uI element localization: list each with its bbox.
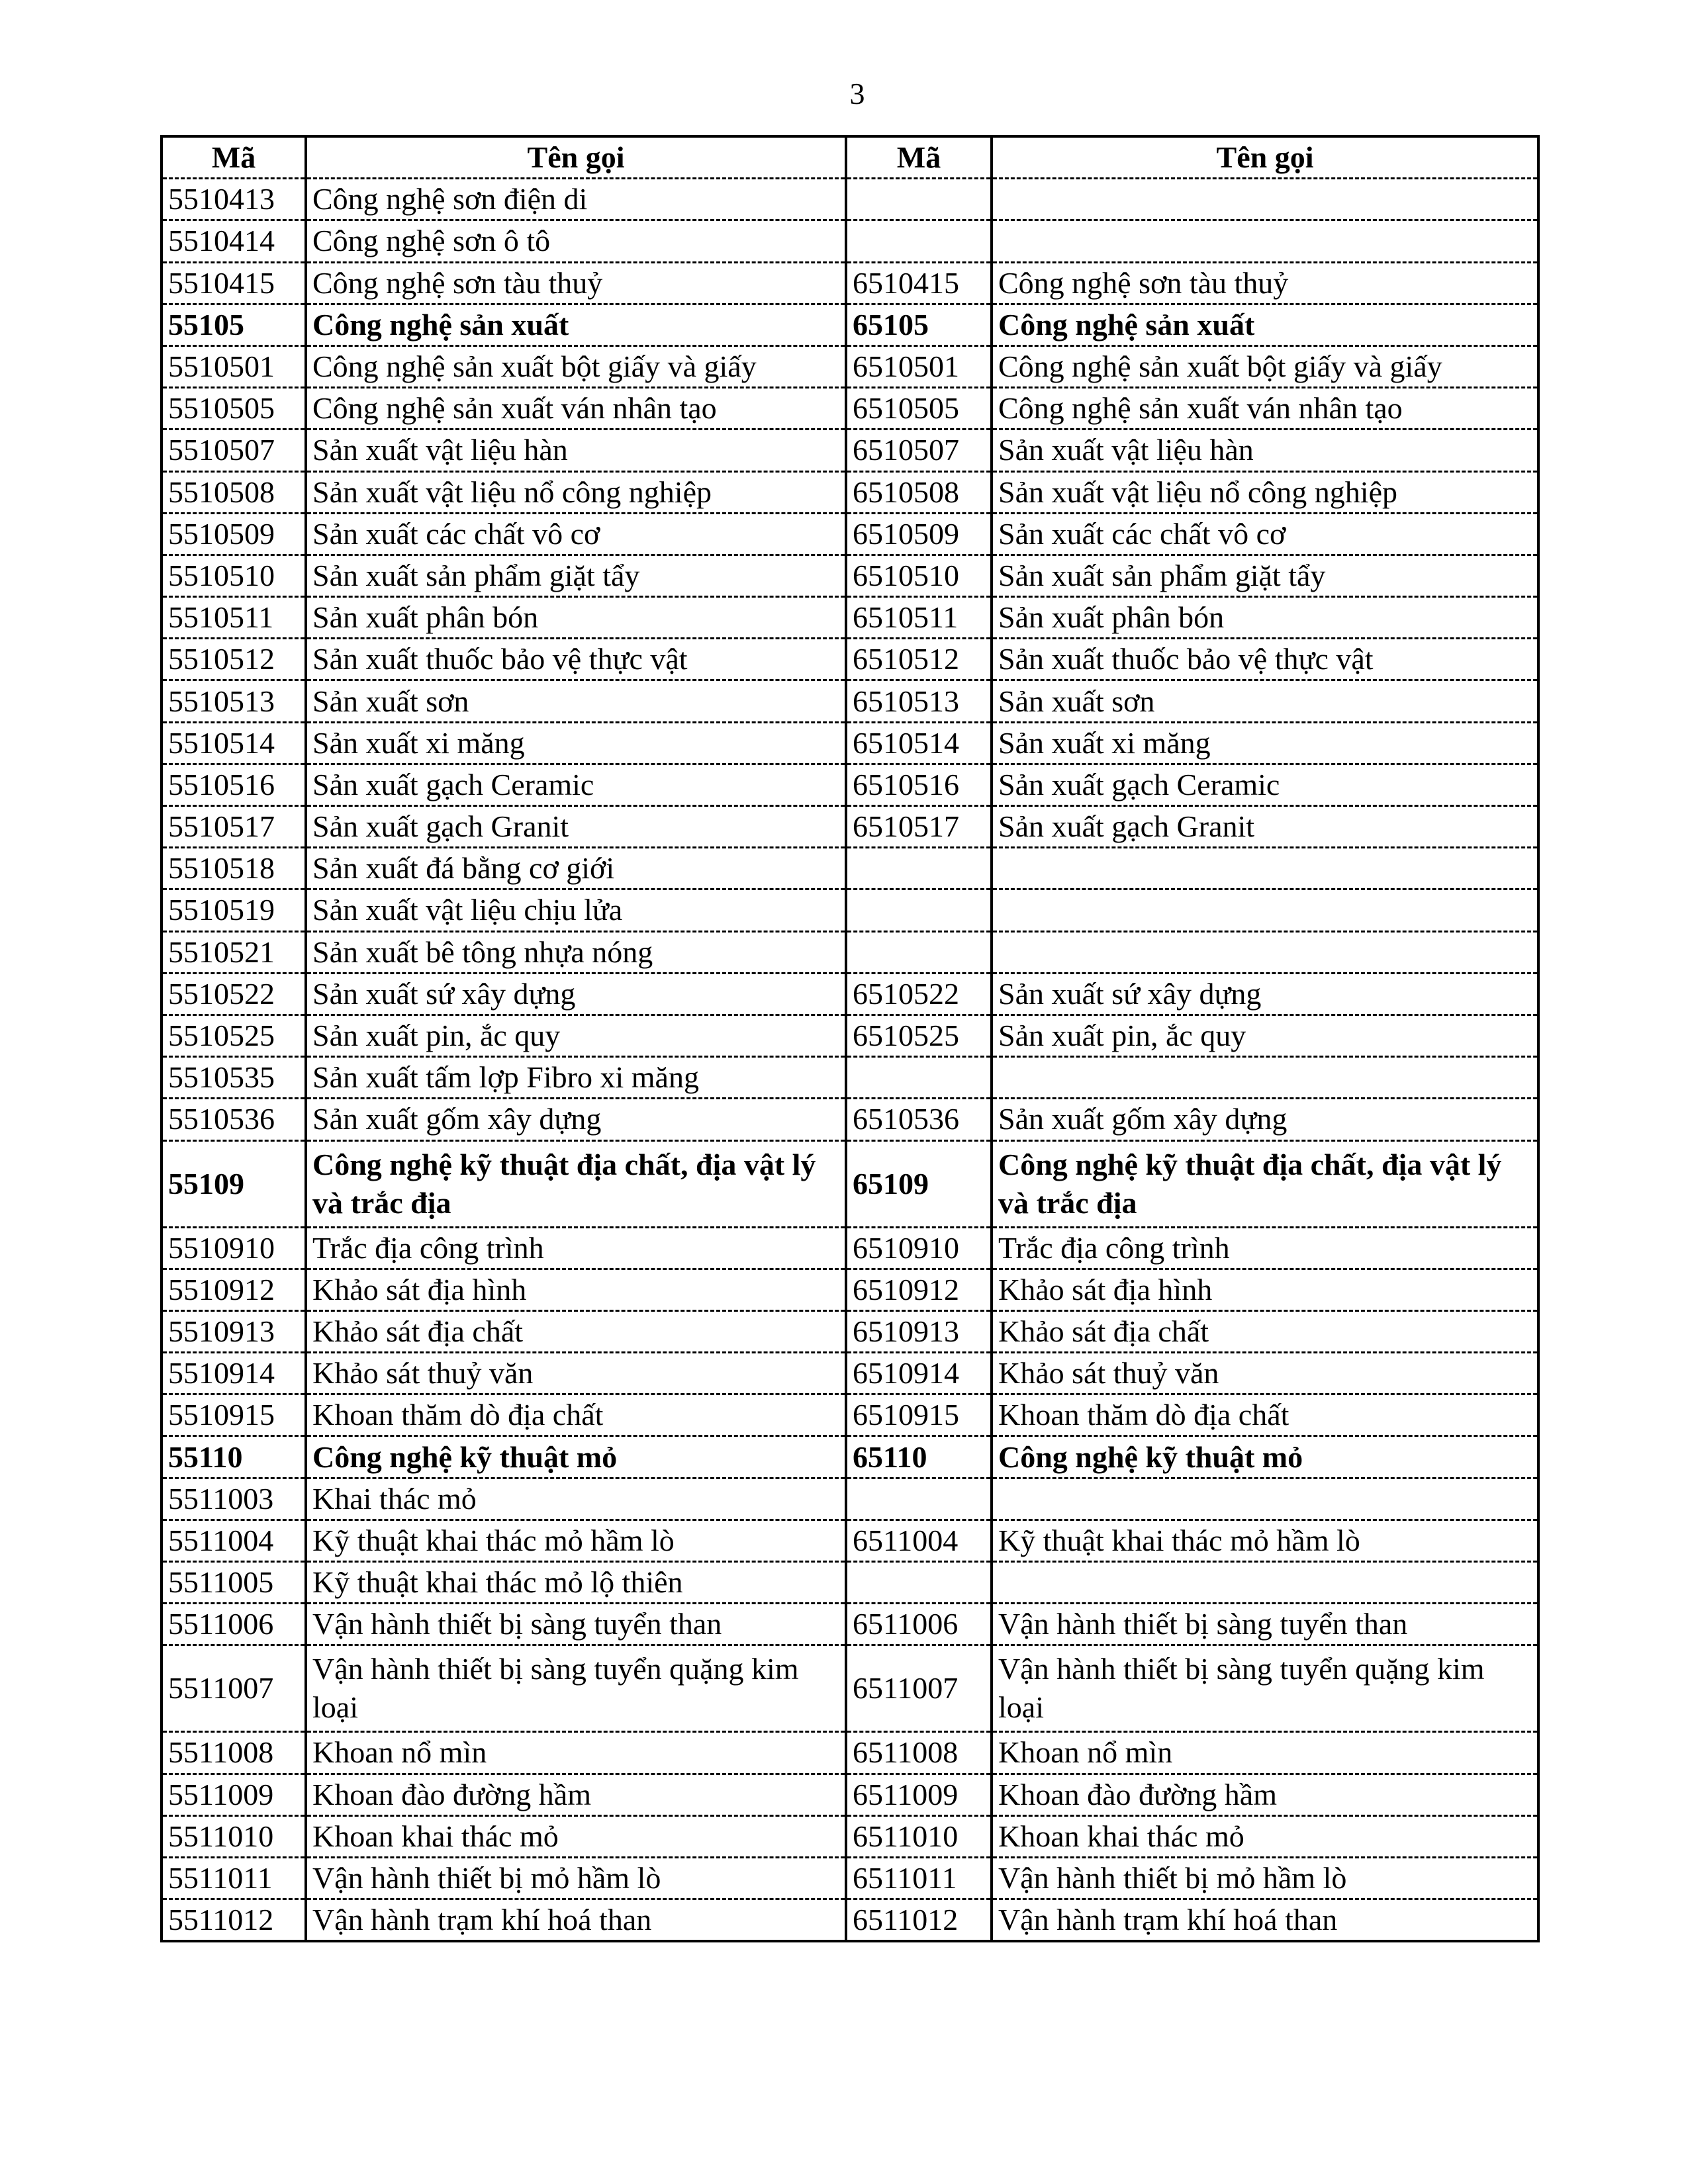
cell-name-right: Công nghệ sản xuất bột giấy và giấy bbox=[992, 345, 1538, 387]
table-row bbox=[162, 1140, 1538, 1227]
cell-name-left: Sản xuất tấm lợp Fibro xi măng bbox=[306, 1057, 846, 1099]
table-row bbox=[162, 1604, 1538, 1645]
table-row bbox=[162, 1436, 1538, 1478]
table-row bbox=[162, 1562, 1538, 1604]
table-row bbox=[162, 430, 1538, 471]
cell-name-left: Khảo sát địa chất bbox=[306, 1310, 846, 1352]
cell-name-right: Sản xuất xi măng bbox=[992, 722, 1538, 764]
cell-name-right: Khảo sát thuỷ văn bbox=[992, 1353, 1538, 1394]
table-row bbox=[162, 1310, 1538, 1352]
cell-code-left: 5510522 bbox=[162, 973, 306, 1015]
cell-name-right: Sản xuất sứ xây dựng bbox=[992, 973, 1538, 1015]
table-row bbox=[162, 722, 1538, 764]
cell-name-right: Khoan nổ mìn bbox=[992, 1732, 1538, 1774]
cell-code-right: 6511007 bbox=[846, 1645, 992, 1732]
cell-name-left: Khảo sát thuỷ văn bbox=[306, 1353, 846, 1394]
cell-name-right: Công nghệ sản xuất bbox=[992, 304, 1538, 345]
occupation-code-table bbox=[160, 135, 1540, 1942]
cell-name-left: Sản xuất vật liệu hàn bbox=[306, 430, 846, 471]
cell-name-left: Sản xuất pin, ắc quy bbox=[306, 1015, 846, 1056]
table-row bbox=[162, 1353, 1538, 1394]
header-name-left: Tên gọi bbox=[306, 136, 846, 179]
cell-name-right: Sản xuất sản phẩm giặt tẩy bbox=[992, 555, 1538, 596]
cell-name-right bbox=[992, 931, 1538, 973]
cell-code-left: 5510514 bbox=[162, 722, 306, 764]
header-code-right: Mã bbox=[846, 136, 992, 179]
cell-code-right bbox=[846, 1478, 992, 1520]
cell-name-left: Trắc địa công trình bbox=[306, 1227, 846, 1269]
cell-name-left: Sản xuất xi măng bbox=[306, 722, 846, 764]
cell-code-left: 5510508 bbox=[162, 471, 306, 513]
cell-code-left: 5510521 bbox=[162, 931, 306, 973]
cell-code-right bbox=[846, 1562, 992, 1604]
cell-code-left: 5511005 bbox=[162, 1562, 306, 1604]
cell-name-right bbox=[992, 179, 1538, 220]
cell-code-right: 6510510 bbox=[846, 555, 992, 596]
cell-code-right bbox=[846, 931, 992, 973]
table-row bbox=[162, 597, 1538, 639]
cell-name-left: Sản xuất gốm xây dựng bbox=[306, 1099, 846, 1140]
cell-code-right: 6510508 bbox=[846, 471, 992, 513]
table-row bbox=[162, 1394, 1538, 1436]
cell-code-left: 5511009 bbox=[162, 1774, 306, 1815]
cell-code-left: 5510910 bbox=[162, 1227, 306, 1269]
cell-name-left: Sản xuất gạch Granit bbox=[306, 806, 846, 848]
table-row bbox=[162, 388, 1538, 430]
cell-name-right: Vận hành thiết bị sàng tuyển quặng kim loại bbox=[992, 1645, 1538, 1732]
cell-name-right bbox=[992, 889, 1538, 931]
cell-name-left: Sản xuất thuốc bảo vệ thực vật bbox=[306, 639, 846, 680]
cell-name-left: Kỹ thuật khai thác mỏ hầm lò bbox=[306, 1520, 846, 1561]
cell-code-left: 5510507 bbox=[162, 430, 306, 471]
cell-code-left: 5510505 bbox=[162, 388, 306, 430]
cell-code-right bbox=[846, 848, 992, 889]
cell-name-left: Công nghệ sản xuất ván nhân tạo bbox=[306, 388, 846, 430]
cell-code-right: 65105 bbox=[846, 304, 992, 345]
cell-code-left: 5510415 bbox=[162, 262, 306, 304]
cell-name-left: Khoan khai thác mỏ bbox=[306, 1815, 846, 1857]
cell-name-right: Vận hành trạm khí hoá than bbox=[992, 1899, 1538, 1942]
table-row bbox=[162, 1478, 1538, 1520]
table-header-row bbox=[162, 136, 1538, 179]
cell-code-left: 5511011 bbox=[162, 1857, 306, 1899]
cell-code-right: 6510910 bbox=[846, 1227, 992, 1269]
cell-code-right: 6511004 bbox=[846, 1520, 992, 1561]
cell-code-left: 5510501 bbox=[162, 345, 306, 387]
table-row bbox=[162, 1269, 1538, 1310]
cell-code-left: 5510915 bbox=[162, 1394, 306, 1436]
cell-name-right bbox=[992, 1057, 1538, 1099]
cell-name-left: Khoan nổ mìn bbox=[306, 1732, 846, 1774]
cell-name-left: Khảo sát địa hình bbox=[306, 1269, 846, 1310]
cell-name-right: Khảo sát địa chất bbox=[992, 1310, 1538, 1352]
cell-name-left: Khoan thăm dò địa chất bbox=[306, 1394, 846, 1436]
table-row bbox=[162, 1899, 1538, 1942]
cell-name-left: Sản xuất bê tông nhựa nóng bbox=[306, 931, 846, 973]
cell-code-right: 6510514 bbox=[846, 722, 992, 764]
cell-name-left: Công nghệ sản xuất bột giấy và giấy bbox=[306, 345, 846, 387]
cell-code-right: 6511012 bbox=[846, 1899, 992, 1942]
cell-name-right: Trắc địa công trình bbox=[992, 1227, 1538, 1269]
cell-code-right: 6510913 bbox=[846, 1310, 992, 1352]
cell-name-right: Kỹ thuật khai thác mỏ hầm lò bbox=[992, 1520, 1538, 1561]
table-row bbox=[162, 345, 1538, 387]
cell-code-right: 6510415 bbox=[846, 262, 992, 304]
cell-code-right: 6510511 bbox=[846, 597, 992, 639]
cell-name-right: Vận hành thiết bị mỏ hầm lò bbox=[992, 1857, 1538, 1899]
cell-code-right: 6511009 bbox=[846, 1774, 992, 1815]
cell-name-right: Khoan khai thác mỏ bbox=[992, 1815, 1538, 1857]
table-row bbox=[162, 848, 1538, 889]
cell-code-right: 6511011 bbox=[846, 1857, 992, 1899]
cell-code-left: 5511003 bbox=[162, 1478, 306, 1520]
cell-name-left: Công nghệ sản xuất bbox=[306, 304, 846, 345]
cell-code-right: 6510501 bbox=[846, 345, 992, 387]
cell-code-left: 5510511 bbox=[162, 597, 306, 639]
cell-name-left: Kỹ thuật khai thác mỏ lộ thiên bbox=[306, 1562, 846, 1604]
cell-code-right: 6510505 bbox=[846, 388, 992, 430]
cell-name-right: Công nghệ kỹ thuật địa chất, địa vật lý và trắc địa bbox=[992, 1140, 1538, 1227]
cell-name-right bbox=[992, 220, 1538, 262]
cell-name-right: Sản xuất các chất vô cơ bbox=[992, 513, 1538, 555]
cell-code-left: 5510518 bbox=[162, 848, 306, 889]
cell-code-right bbox=[846, 179, 992, 220]
page-number: 3 bbox=[849, 77, 865, 111]
table-row bbox=[162, 680, 1538, 722]
cell-code-right: 6510509 bbox=[846, 513, 992, 555]
cell-name-right: Khoan đào đường hầm bbox=[992, 1774, 1538, 1815]
table-row bbox=[162, 639, 1538, 680]
table-row bbox=[162, 1732, 1538, 1774]
cell-name-left: Khai thác mỏ bbox=[306, 1478, 846, 1520]
table-body bbox=[162, 179, 1538, 1942]
cell-name-left: Công nghệ sơn ô tô bbox=[306, 220, 846, 262]
cell-name-left: Công nghệ kỹ thuật mỏ bbox=[306, 1436, 846, 1478]
table-row bbox=[162, 1057, 1538, 1099]
cell-code-left: 5511012 bbox=[162, 1899, 306, 1942]
cell-code-left: 5510513 bbox=[162, 680, 306, 722]
cell-name-left: Sản xuất sứ xây dựng bbox=[306, 973, 846, 1015]
table-row bbox=[162, 931, 1538, 973]
cell-name-left: Công nghệ sơn điện di bbox=[306, 179, 846, 220]
cell-name-left: Công nghệ kỹ thuật địa chất, địa vật lý và trắc địa bbox=[306, 1140, 846, 1227]
cell-name-right: Sản xuất vật liệu hàn bbox=[992, 430, 1538, 471]
cell-code-right: 6510513 bbox=[846, 680, 992, 722]
cell-code-left: 5510536 bbox=[162, 1099, 306, 1140]
cell-code-left: 55110 bbox=[162, 1436, 306, 1478]
cell-code-right: 6510912 bbox=[846, 1269, 992, 1310]
table-row bbox=[162, 262, 1538, 304]
table-row bbox=[162, 1099, 1538, 1140]
cell-code-left: 5511010 bbox=[162, 1815, 306, 1857]
cell-code-right: 6511008 bbox=[846, 1732, 992, 1774]
table-row bbox=[162, 1815, 1538, 1857]
cell-code-left: 5511008 bbox=[162, 1732, 306, 1774]
cell-name-right: Sản xuất sơn bbox=[992, 680, 1538, 722]
cell-code-left: 5510510 bbox=[162, 555, 306, 596]
cell-code-right: 6511006 bbox=[846, 1604, 992, 1645]
table-row bbox=[162, 1520, 1538, 1561]
cell-code-right bbox=[846, 889, 992, 931]
header-name-right: Tên gọi bbox=[992, 136, 1538, 179]
cell-code-right: 6510525 bbox=[846, 1015, 992, 1056]
cell-name-right bbox=[992, 1478, 1538, 1520]
cell-code-left: 5511007 bbox=[162, 1645, 306, 1732]
cell-code-right: 6511010 bbox=[846, 1815, 992, 1857]
cell-name-left: Công nghệ sơn tàu thuỷ bbox=[306, 262, 846, 304]
table-row bbox=[162, 220, 1538, 262]
cell-code-left: 5510519 bbox=[162, 889, 306, 931]
cell-name-left: Sản xuất đá bằng cơ giới bbox=[306, 848, 846, 889]
cell-name-right: Sản xuất gốm xây dựng bbox=[992, 1099, 1538, 1140]
cell-name-right: Công nghệ sơn tàu thuỷ bbox=[992, 262, 1538, 304]
cell-code-left: 5510913 bbox=[162, 1310, 306, 1352]
cell-name-left: Sản xuất sơn bbox=[306, 680, 846, 722]
cell-code-right: 6510914 bbox=[846, 1353, 992, 1394]
cell-code-right: 6510512 bbox=[846, 639, 992, 680]
cell-name-right: Sản xuất phân bón bbox=[992, 597, 1538, 639]
cell-name-left: Vận hành thiết bị sàng tuyển than bbox=[306, 1604, 846, 1645]
table-row bbox=[162, 304, 1538, 345]
cell-name-left: Sản xuất vật liệu chịu lửa bbox=[306, 889, 846, 931]
table-row bbox=[162, 513, 1538, 555]
cell-code-left: 5510516 bbox=[162, 764, 306, 805]
cell-code-right bbox=[846, 220, 992, 262]
cell-name-left: Sản xuất vật liệu nổ công nghiệp bbox=[306, 471, 846, 513]
cell-code-left: 5510414 bbox=[162, 220, 306, 262]
table-row bbox=[162, 179, 1538, 220]
cell-code-left: 5510912 bbox=[162, 1269, 306, 1310]
cell-name-right bbox=[992, 848, 1538, 889]
table-row bbox=[162, 555, 1538, 596]
cell-name-left: Sản xuất sản phẩm giặt tẩy bbox=[306, 555, 846, 596]
cell-name-right: Vận hành thiết bị sàng tuyển than bbox=[992, 1604, 1538, 1645]
cell-code-left: 5511004 bbox=[162, 1520, 306, 1561]
cell-name-left: Sản xuất các chất vô cơ bbox=[306, 513, 846, 555]
table-row bbox=[162, 973, 1538, 1015]
cell-name-right: Khảo sát địa hình bbox=[992, 1269, 1538, 1310]
cell-code-left: 55109 bbox=[162, 1140, 306, 1227]
cell-name-left: Vận hành trạm khí hoá than bbox=[306, 1899, 846, 1942]
cell-code-right: 6510915 bbox=[846, 1394, 992, 1436]
cell-name-left: Sản xuất gạch Ceramic bbox=[306, 764, 846, 805]
cell-name-right: Công nghệ sản xuất ván nhân tạo bbox=[992, 388, 1538, 430]
table-row bbox=[162, 471, 1538, 513]
cell-name-right: Sản xuất thuốc bảo vệ thực vật bbox=[992, 639, 1538, 680]
cell-code-left: 5510914 bbox=[162, 1353, 306, 1394]
header-code-left: Mã bbox=[162, 136, 306, 179]
cell-code-right: 65110 bbox=[846, 1436, 992, 1478]
cell-code-left: 5510509 bbox=[162, 513, 306, 555]
table-row bbox=[162, 1227, 1538, 1269]
table-row bbox=[162, 1015, 1538, 1056]
table-row bbox=[162, 889, 1538, 931]
cell-code-left: 5510525 bbox=[162, 1015, 306, 1056]
cell-code-left: 5510512 bbox=[162, 639, 306, 680]
cell-code-right bbox=[846, 1057, 992, 1099]
table-row bbox=[162, 1857, 1538, 1899]
cell-code-left: 5510413 bbox=[162, 179, 306, 220]
cell-code-right: 65109 bbox=[846, 1140, 992, 1227]
cell-name-right: Khoan thăm dò địa chất bbox=[992, 1394, 1538, 1436]
cell-code-right: 6510536 bbox=[846, 1099, 992, 1140]
cell-code-right: 6510522 bbox=[846, 973, 992, 1015]
cell-code-left: 55105 bbox=[162, 304, 306, 345]
cell-name-right: Sản xuất vật liệu nổ công nghiệp bbox=[992, 471, 1538, 513]
cell-name-left: Vận hành thiết bị mỏ hầm lò bbox=[306, 1857, 846, 1899]
cell-code-left: 5511006 bbox=[162, 1604, 306, 1645]
cell-code-left: 5510535 bbox=[162, 1057, 306, 1099]
cell-name-right: Công nghệ kỹ thuật mỏ bbox=[992, 1436, 1538, 1478]
cell-name-right: Sản xuất pin, ắc quy bbox=[992, 1015, 1538, 1056]
cell-name-right: Sản xuất gạch Granit bbox=[992, 806, 1538, 848]
table-row bbox=[162, 1774, 1538, 1815]
cell-code-right: 6510507 bbox=[846, 430, 992, 471]
cell-name-right: Sản xuất gạch Ceramic bbox=[992, 764, 1538, 805]
cell-code-right: 6510517 bbox=[846, 806, 992, 848]
table-row bbox=[162, 764, 1538, 805]
table-row bbox=[162, 806, 1538, 848]
table-row bbox=[162, 1645, 1538, 1732]
cell-name-left: Sản xuất phân bón bbox=[306, 597, 846, 639]
cell-name-right bbox=[992, 1562, 1538, 1604]
cell-name-left: Vận hành thiết bị sàng tuyển quặng kim loại bbox=[306, 1645, 846, 1732]
cell-name-left: Khoan đào đường hầm bbox=[306, 1774, 846, 1815]
cell-code-left: 5510517 bbox=[162, 806, 306, 848]
cell-code-right: 6510516 bbox=[846, 764, 992, 805]
